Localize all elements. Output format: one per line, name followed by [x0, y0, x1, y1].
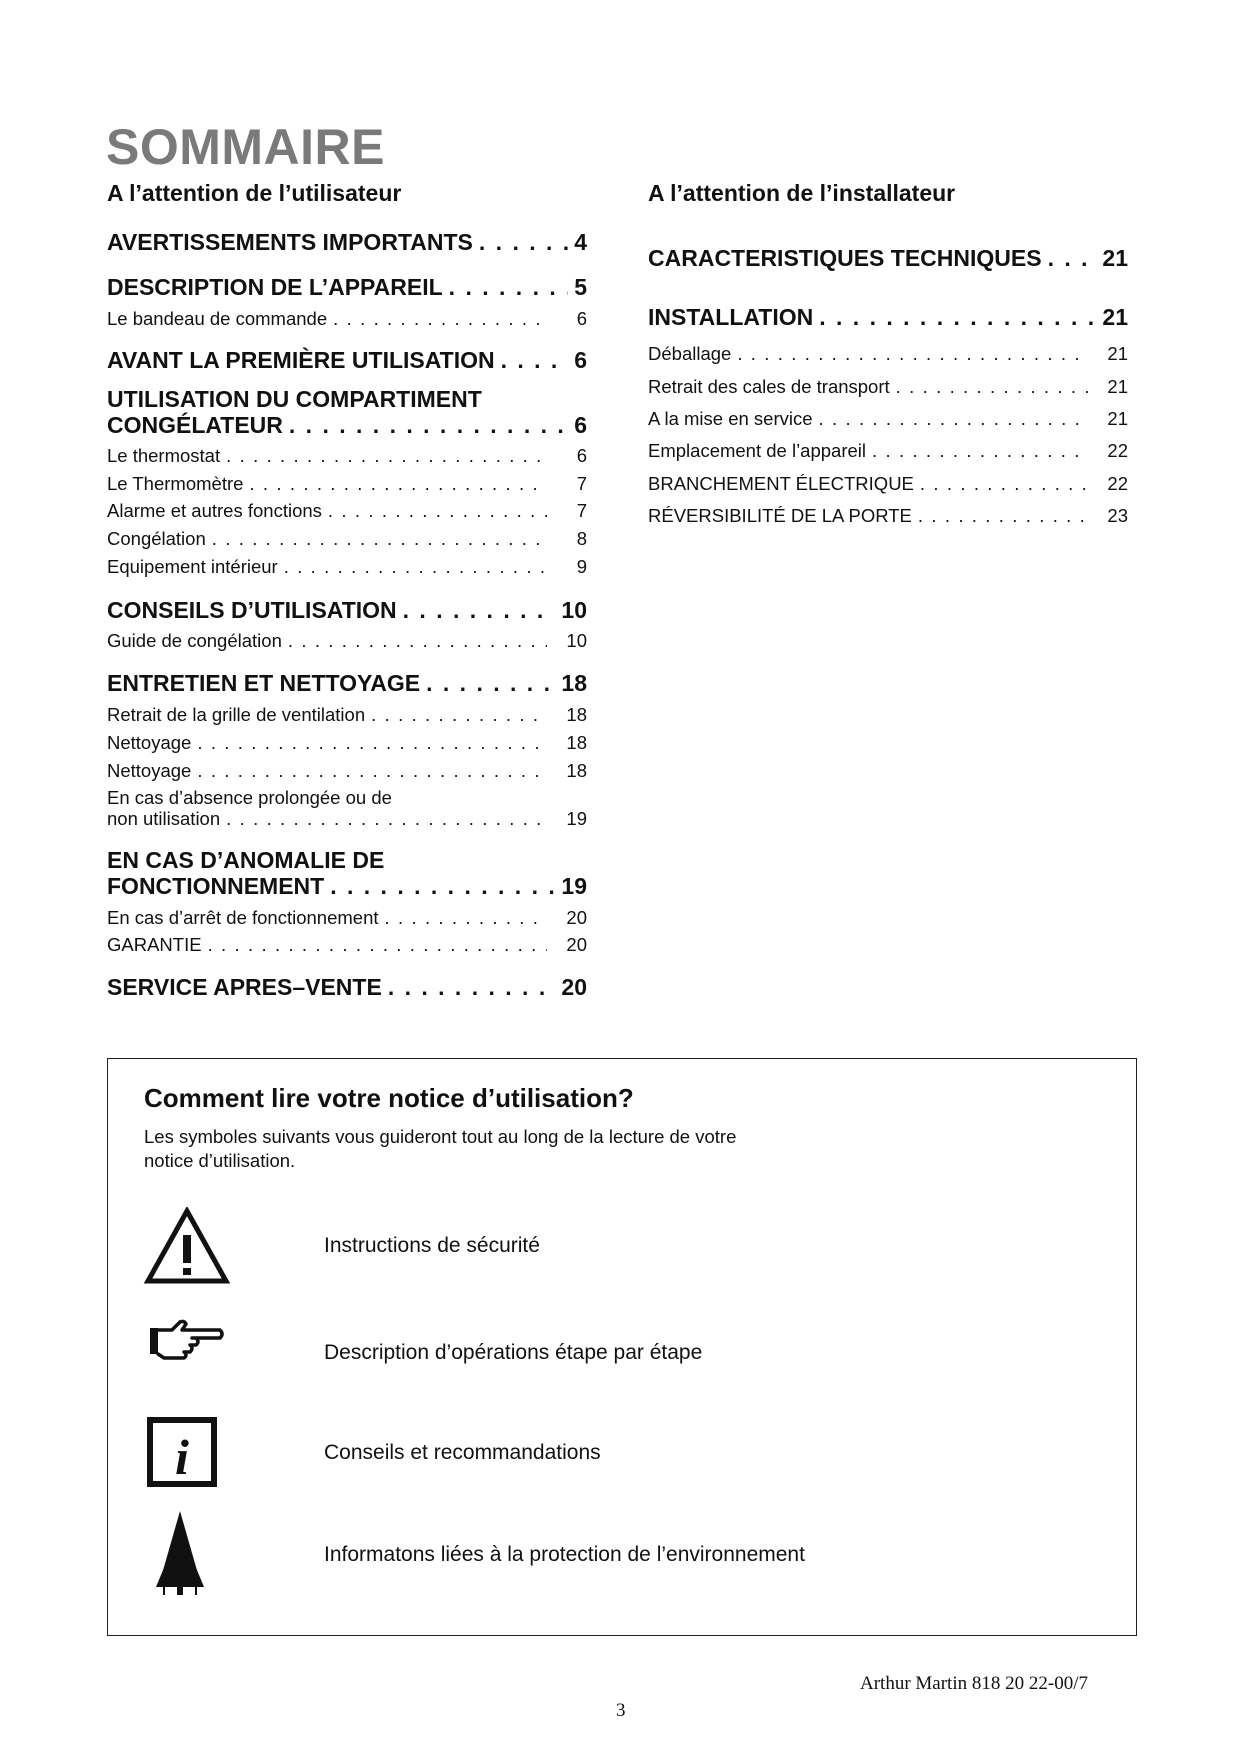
toc-entry-label: En cas d’arrêt de fonctionnement	[107, 907, 379, 928]
toc-entry-page: 20	[561, 974, 587, 1000]
toc-entry-label: Déballage	[648, 343, 732, 364]
toc-entry-page: 22	[1107, 473, 1128, 494]
toc-subentry[interactable]	[107, 308, 587, 330]
toc-entry-label: Retrait de la grille de ventilation	[107, 704, 366, 725]
toc-entry-page: 23	[1107, 505, 1128, 526]
toc-entry-label: Congélation	[107, 528, 206, 549]
pointing-hand-icon	[142, 1314, 232, 1394]
toc-subentry[interactable]	[648, 376, 1128, 398]
toc-subentry[interactable]	[107, 704, 587, 726]
toc-entry[interactable]	[107, 347, 587, 374]
toc-entry-page: 6	[574, 412, 587, 438]
toc-entry[interactable]	[107, 670, 587, 697]
page-title: SOMMAIRE	[106, 119, 385, 175]
toc-entry-page: 21	[1107, 343, 1128, 364]
toc-entry-label: En cas d’absence prolongée ou de	[107, 787, 392, 808]
toc-subentry[interactable]	[107, 473, 587, 495]
toc-entry[interactable]	[107, 412, 587, 439]
toc-entry-page: 19	[561, 873, 587, 899]
toc-entry-label: EN CAS D’ANOMALIE DE	[107, 847, 385, 873]
toc-subentry[interactable]	[648, 473, 1128, 495]
toc-subentry[interactable]	[107, 528, 587, 550]
toc-subentry[interactable]	[107, 907, 587, 929]
toc-entry-page: 10	[561, 597, 587, 623]
toc-entry-label: Alarme et autres fonctions	[107, 500, 322, 521]
toc-entry-label: Le thermostat	[107, 445, 221, 466]
toc-entry-label: DESCRIPTION DE L’APPAREIL	[107, 274, 443, 300]
toc-entry-label: SERVICE APRES–VENTE	[107, 974, 382, 1000]
toc-entry-label: ENTRETIEN ET NETTOYAGE	[107, 670, 421, 696]
toc-subentry[interactable]	[107, 934, 587, 956]
toc-entry-label: Le Thermomètre	[107, 473, 244, 494]
toc-entry-label: RÉVERSIBILITÉ DE LA PORTE	[648, 505, 912, 526]
toc-entry[interactable]	[107, 274, 587, 301]
toc-entry[interactable]	[107, 974, 587, 1001]
installer-section-heading: A l’attention de l’installateur	[648, 180, 956, 206]
toc-entry-page: 20	[566, 934, 587, 955]
toc-entry-label: Nettoyage	[107, 732, 192, 753]
toc-entry-page: 7	[576, 500, 587, 521]
toc-entry-page: 9	[576, 556, 587, 577]
toc-entry-label: AVERTISSEMENTS IMPORTANTS	[107, 229, 473, 255]
toc-subentry[interactable]	[648, 408, 1128, 430]
toc-entry-page: 6	[576, 445, 587, 466]
toc-entry-label: A la mise en service	[648, 408, 813, 429]
toc-entry-label: Guide de congélation	[107, 630, 282, 651]
toc-entry-page: 6	[574, 347, 587, 373]
toc-subentry[interactable]	[107, 760, 587, 782]
svg-text:i: i	[175, 1429, 189, 1485]
notice-box	[107, 1058, 1137, 1636]
toc-entry-page: 18	[561, 670, 587, 696]
toc-entry-label: AVANT LA PREMIÈRE UTILISATION	[107, 347, 495, 373]
toc-subentry[interactable]	[648, 505, 1128, 527]
toc-subentry[interactable]	[107, 630, 587, 652]
toc-entry-label: INSTALLATION	[648, 304, 814, 330]
symbol-label: Instructions de sécurité	[324, 1234, 540, 1257]
toc-entry-label: GARANTIE	[107, 934, 202, 955]
toc-entry-label: Nettoyage	[107, 760, 192, 781]
info-icon	[142, 1414, 232, 1494]
toc-entry[interactable]	[107, 873, 587, 900]
symbol-label: Informatons liées à la protection de l’environnement	[324, 1543, 805, 1566]
toc-entry-page: 22	[1107, 440, 1128, 461]
toc-entry-page: 21	[1102, 304, 1128, 330]
toc-subentry[interactable]	[648, 343, 1128, 365]
notice-intro: Les symboles suivants vous guideront tout au long de la lecture de votre notice d’utilisation.	[144, 1126, 737, 1171]
toc-entry-page: 18	[566, 760, 587, 781]
toc-entry-label: Emplacement de l’appareil	[648, 440, 867, 461]
toc-subentry[interactable]	[107, 732, 587, 754]
toc-subentry[interactable]	[107, 500, 587, 522]
notice-title: Comment lire votre notice d’utilisation?	[144, 1083, 634, 1113]
toc-entry-label: Retrait des cales de transport	[648, 376, 890, 397]
toc-entry-page: 7	[576, 473, 587, 494]
toc-subentry[interactable]	[107, 808, 587, 830]
toc-entry[interactable]	[107, 229, 587, 256]
toc-entry-page: 21	[1107, 408, 1128, 429]
symbol-label: Conseils et recommandations	[324, 1441, 601, 1464]
toc-entry-page: 5	[574, 274, 587, 300]
toc-entry-label: CONSEILS D’UTILISATION	[107, 597, 397, 623]
toc-entry-label: non utilisation	[107, 808, 221, 829]
toc-subentry[interactable]	[107, 445, 587, 467]
toc-subentry[interactable]	[107, 556, 587, 578]
toc-entry-page: 21	[1102, 245, 1128, 271]
toc-entry-label: UTILISATION DU COMPARTIMENT	[107, 386, 482, 412]
toc-entry-label: FONCTIONNEMENT	[107, 873, 325, 899]
toc-entry[interactable]	[648, 245, 1128, 272]
toc-entry-page: 4	[574, 229, 587, 255]
warning-triangle-icon	[142, 1207, 232, 1287]
toc-entry-label: CONGÉLATEUR	[107, 412, 283, 438]
toc-entry-label: Le bandeau de commande	[107, 308, 328, 329]
toc-entry-page: 21	[1107, 376, 1128, 397]
toc-entry-page: 18	[566, 704, 587, 725]
toc-entry[interactable]	[107, 597, 587, 624]
toc-entry-label: BRANCHEMENT ÉLECTRIQUE	[648, 473, 914, 494]
toc-entry-label: Equipement intérieur	[107, 556, 278, 577]
user-section-heading: A l’attention de l’utilisateur	[107, 180, 402, 206]
toc-entry[interactable]	[648, 304, 1128, 331]
toc-entry-page: 10	[566, 630, 587, 651]
tree-icon	[142, 1509, 232, 1589]
toc-entry-page: 6	[576, 308, 587, 329]
toc-entry-page: 8	[576, 528, 587, 549]
symbol-label: Description d’opérations étape par étape	[324, 1341, 703, 1364]
toc-entry-page: 19	[566, 808, 587, 829]
toc-entry-label: CARACTERISTIQUES TECHNIQUES	[648, 245, 1042, 271]
toc-entry-page: 20	[566, 907, 587, 928]
toc-subentry[interactable]	[648, 440, 1128, 462]
toc-entry-page: 18	[566, 732, 587, 753]
document-reference: Arthur Martin 818 20 22-00/7	[860, 1673, 1088, 1694]
page-number: 3	[616, 1700, 626, 1721]
